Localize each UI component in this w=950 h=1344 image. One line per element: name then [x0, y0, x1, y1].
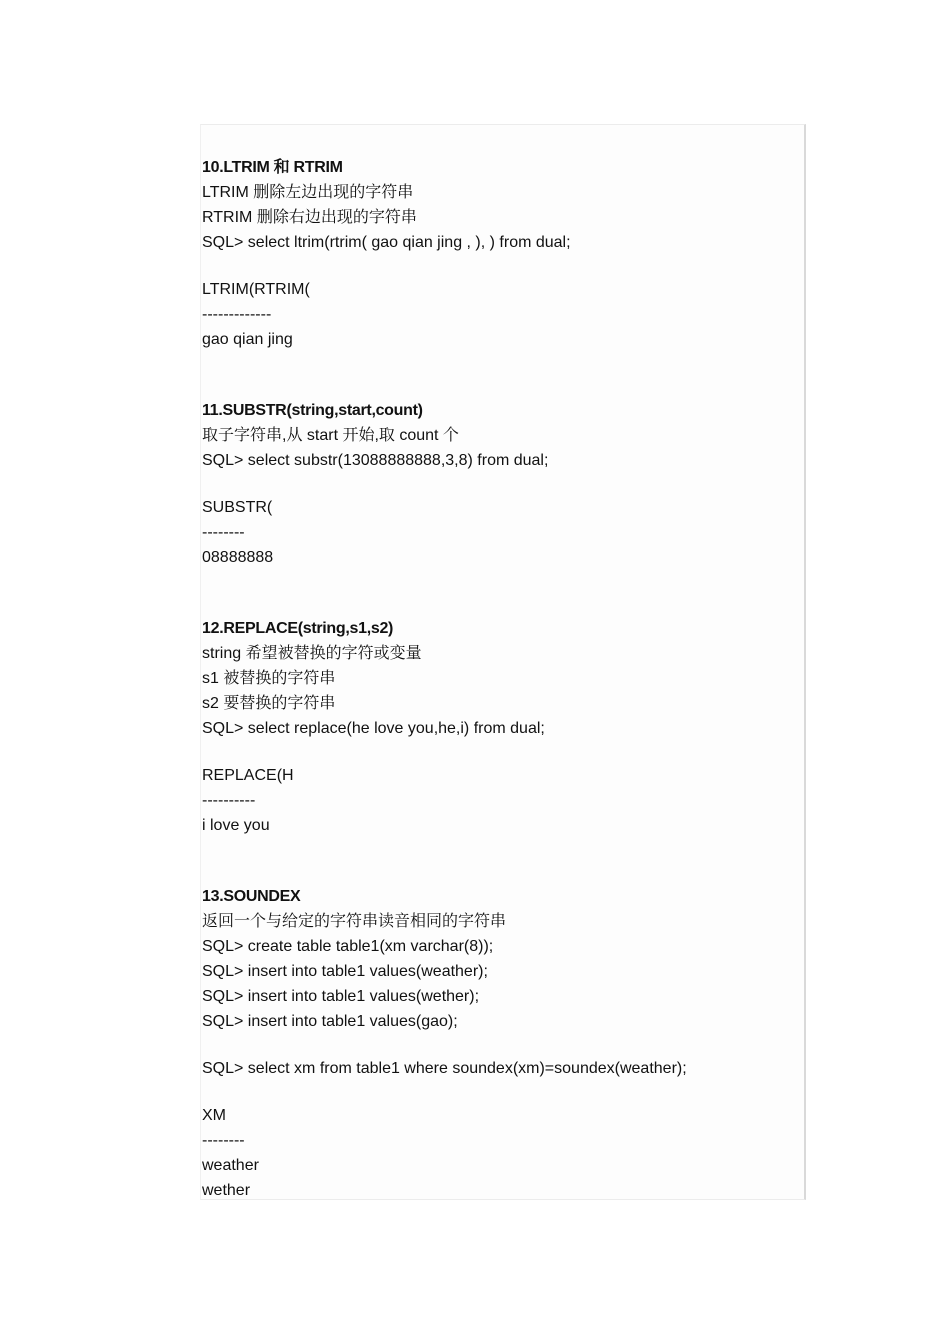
sql-statement: SQL> insert into table1 values(gao); [202, 1013, 458, 1030]
output-column-header: LTRIM(RTRIM( [202, 281, 310, 298]
output-column-header: REPLACE(H [202, 767, 294, 784]
section-heading-ltrim-rtrim: 10.LTRIM 和 RTRIM [202, 159, 343, 176]
text-line: s1 被替换的字符串 [202, 670, 336, 687]
output-value: 08888888 [202, 549, 274, 566]
output-value: weather [202, 1157, 259, 1174]
text-line: string 希望被替换的字符或变量 [202, 645, 422, 662]
section-heading-substr: 11.SUBSTR(string,start,count) [202, 402, 423, 419]
document-page [200, 124, 806, 1200]
section-heading-soundex: 13.SOUNDEX [202, 888, 301, 905]
output-separator: ---------- [202, 792, 256, 809]
text-line: 取子字符串,从 start 开始,取 count 个 [202, 427, 459, 444]
output-separator: ------------- [202, 306, 272, 323]
sql-statement: SQL> insert into table1 values(weather); [202, 963, 488, 980]
text-line: LTRIM 删除左边出现的字符串 [202, 184, 414, 201]
document-content [202, 155, 804, 1200]
output-column-header: XM [202, 1107, 226, 1124]
output-separator: -------- [202, 524, 245, 541]
output-value: wether [202, 1182, 251, 1199]
sql-statement: SQL> select ltrim(rtrim( gao qian jing , ), ) from dual; [202, 234, 571, 251]
output-value: gao qian jing [202, 331, 293, 348]
sql-statement: SQL> insert into table1 values(wether); [202, 988, 480, 1005]
text-line: s2 要替换的字符串 [202, 695, 336, 712]
text-line: RTRIM 删除右边出现的字符串 [202, 209, 417, 226]
output-column-header: SUBSTR( [202, 499, 273, 516]
sql-statement: SQL> select xm from table1 where soundex(xm)=soundex(weather); [202, 1060, 687, 1077]
sql-statement: SQL> select replace(he love you,he,i) from dual; [202, 720, 545, 737]
sql-statement: SQL> create table table1(xm varchar(8)); [202, 938, 494, 955]
sql-statement: SQL> select substr(13088888888,3,8) from dual; [202, 452, 549, 469]
output-value: i love you [202, 817, 270, 834]
section-heading-replace: 12.REPLACE(string,s1,s2) [202, 620, 394, 637]
text-line: 返回一个与给定的字符串读音相同的字符串 [202, 913, 507, 930]
output-separator: -------- [202, 1132, 245, 1149]
